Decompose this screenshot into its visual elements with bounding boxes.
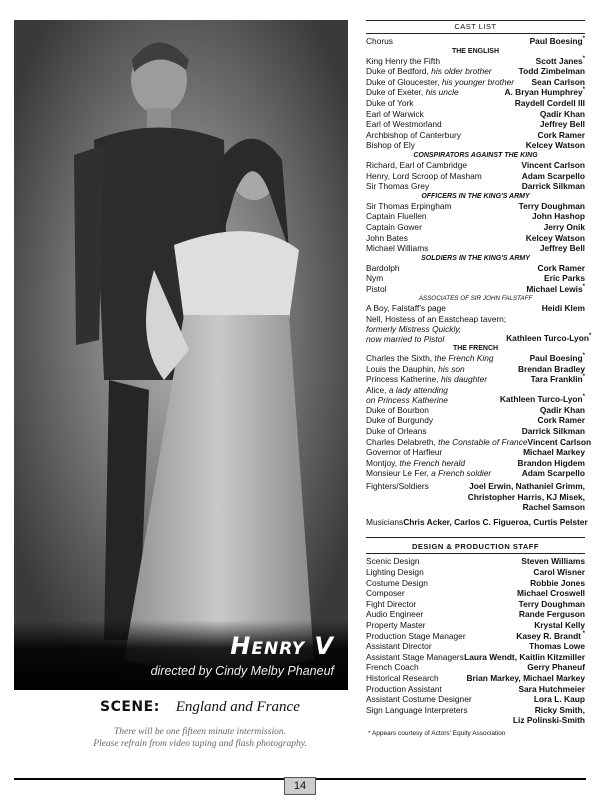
page-number: 14 [284, 777, 316, 795]
header-rule [366, 33, 585, 34]
cast-row [366, 77, 585, 88]
role-name: Duke of Burgundy [366, 415, 434, 426]
equity-mark: * [582, 87, 585, 94]
actor-name: A. Bryan Humphrey* [504, 87, 585, 98]
cast-row [366, 119, 585, 130]
actor-name: Brandon Higdem [517, 457, 585, 468]
role-name: Charles the Sixth, the French King [366, 353, 494, 364]
role-name: A Boy, Falstaff's page [366, 303, 446, 314]
actor-name: Kelcey Watson [525, 140, 585, 151]
equity-mark: * [582, 55, 585, 62]
actor-name: Cork Ramer [537, 262, 585, 273]
staff-name: Thomas Lowe [529, 641, 585, 652]
actor-name: Tara Franklin* [530, 374, 585, 385]
cast-row [366, 415, 585, 426]
actor-name: Qadir Khan [539, 404, 585, 415]
cast-row [366, 130, 585, 141]
staff-name: Steven Williams [521, 556, 585, 567]
role-name: Governor of Harfleur [366, 447, 443, 458]
staff-role: Lighting Design [366, 566, 424, 577]
actor-name: Heidi Klem [541, 303, 585, 314]
actor-name: Cork Ramer [537, 129, 585, 140]
section-heading: THE FRENCH [452, 345, 499, 353]
director-credit: directed by Cindy Melby Phaneuf [150, 664, 334, 678]
section-heading: SOLDIERS IN THE KING'S ARMY [421, 254, 530, 262]
staff-name: Laura Wendt, Kaitlin Kitzmiller [464, 651, 585, 662]
cast-row [366, 405, 585, 416]
role-name: Earl of Westmorland [366, 119, 442, 130]
role-name: Alice, a lady attending on Princess Katherine [366, 384, 448, 405]
cast-row [366, 364, 585, 375]
role-name: Captain Fluellen [366, 211, 427, 222]
cast-row [366, 36, 585, 47]
cast-row [366, 233, 585, 244]
staff-role: Composer [366, 588, 405, 599]
staff-role: Costume Design [366, 577, 428, 588]
role-name: Earl of Warwick [366, 108, 424, 119]
cast-row [366, 273, 585, 284]
cast-row [366, 87, 585, 98]
scene-value: England and France [175, 699, 300, 715]
scene-label: SCENE: [100, 699, 160, 715]
actor-name: Raydell Cordell III [514, 97, 585, 108]
role-name: Pistol [366, 283, 387, 294]
role-name: Sir Thomas Erpingham [366, 200, 452, 211]
actor-name: Darrick Silkman [521, 181, 585, 192]
staff-row [366, 599, 585, 610]
staff-name: Sara Hutchmeier [518, 683, 585, 694]
staff-role: Assistant Costume Designer [366, 694, 472, 705]
staff-row [366, 556, 585, 567]
cast-row [366, 447, 585, 458]
cast-row [366, 374, 585, 385]
photo-illustration [14, 20, 348, 690]
role-name: Nym [366, 273, 384, 284]
actor-name: Paul Boesing* [529, 36, 585, 46]
actor-name: Michael Lewis* [526, 283, 585, 294]
musicians-actors: Chris Acker, Carlos C. Figueroa, Curtis Pelster [403, 516, 588, 527]
scene-line [100, 698, 300, 716]
actor-name: Scott Janes* [535, 55, 585, 66]
cast-row [366, 160, 585, 171]
role-name: Duke of Gloucester, his younger brother [366, 76, 515, 87]
fighters-line: Christopher Harris, KJ Misek, [467, 491, 585, 502]
actor-name: Brendan Bradley [517, 363, 585, 374]
role-name: Richard, Earl of Cambridge [366, 159, 468, 170]
role-name: Duke of Bourbon [366, 404, 429, 415]
cast-panel [366, 20, 592, 737]
role-name: Monsieur Le Fer, a French soldier [366, 468, 492, 479]
fighters-actors [468, 481, 585, 513]
staff-row [366, 588, 585, 599]
staff-name: Lora L. Kaup [533, 694, 585, 705]
actor-name: Darrick Silkman [521, 426, 585, 437]
cast-row [366, 243, 585, 254]
cast-row [366, 222, 585, 233]
equity-mark: * [580, 630, 585, 637]
staff-row [366, 578, 585, 589]
role-name: Duke of Orleans [366, 426, 427, 437]
role-name: Duke of Bedford, his older brother [366, 66, 492, 77]
staff-name: Carol Wisner [533, 566, 585, 577]
staff-role: Scenic Design [366, 556, 420, 567]
actor-name: Eric Parks [544, 273, 585, 284]
staff-row [366, 652, 585, 663]
fighters-line: Joel Erwin, Nathaniel Grimm, [469, 481, 585, 491]
equity-mark: * [582, 374, 585, 381]
staff-role: Production Assistant [366, 683, 442, 694]
role-name: Bishop of Ely [366, 140, 415, 151]
staff-name: Brian Markey, Michael Markey [466, 672, 585, 683]
equity-mark: * [588, 333, 592, 340]
actor-name: Paul Boesing* [529, 353, 585, 364]
staff-row [366, 620, 585, 631]
cast-row [366, 385, 585, 405]
role-name: Michael Williams [366, 243, 429, 254]
equity-mark: * [582, 36, 585, 43]
actor-name: Todd Zimbelman [518, 66, 585, 77]
show-title: Henry V [230, 632, 334, 660]
cast-row [366, 284, 585, 295]
cast-row [366, 314, 592, 345]
actor-name: Vincent Carlson [521, 159, 585, 170]
actor-name: Qadir Khan [539, 108, 585, 119]
actor-name: Adam Scarpello [521, 468, 585, 479]
staff-top-rule [366, 537, 585, 538]
role-name: Sir Thomas Grey [366, 181, 430, 192]
cast-row [366, 98, 585, 109]
cast-row [366, 303, 585, 314]
cast-row [366, 56, 585, 67]
equity-mark: * [582, 394, 585, 401]
role-name: Charles Delabreth, the Constable of France [366, 436, 528, 447]
cast-row [366, 263, 585, 274]
role-name: Louis the Dauphin, his son [366, 363, 465, 374]
cast-row [366, 353, 585, 364]
role-name: John Bates [366, 232, 408, 243]
section-heading: THE ENGLISH [451, 47, 500, 55]
staff-rows [366, 556, 585, 726]
cast-row [366, 468, 585, 479]
staff-role: Property Master [366, 619, 426, 630]
actor-name: Michael Markey [523, 447, 585, 458]
role-name: Henry, Lord Scroop of Masham [366, 170, 482, 181]
actor-name: Jerry Onik [543, 221, 585, 232]
section-heading: OFFICERS IN THE KING'S ARMY [421, 192, 530, 200]
fighters-line: Rachel Samson [522, 502, 585, 513]
staff-name: Robbie Jones [530, 577, 585, 588]
staff-role: Sign Language Interpreters [366, 704, 468, 715]
musicians-row [366, 516, 588, 528]
intermission-note: There will be one fifteen minute intermission. [114, 727, 286, 737]
role-name: King Henry the Fifth [366, 55, 441, 66]
role-name: Duke of York [366, 97, 414, 108]
staff-row [366, 662, 585, 673]
staff-name: Rande Ferguson [518, 609, 585, 620]
musicians-role: Musicians [366, 516, 404, 527]
staff-role: French Coach [366, 662, 419, 673]
cast-row [366, 458, 585, 469]
staff-row [366, 684, 585, 695]
fighters-role: Fighters/Soldiers [366, 481, 429, 491]
staff-role: Assistant Stage Managers [366, 651, 464, 662]
staff-row [366, 705, 585, 726]
equity-footnote: * Appears courtesy of Actors' Equity Association [368, 729, 506, 737]
staff-role: Fight Director [366, 598, 417, 609]
cast-row [366, 140, 585, 151]
staff-name: Michael Croswell [517, 588, 585, 599]
actor-name: John Hashop [531, 211, 585, 222]
audience-notes [60, 726, 340, 750]
staff-row [366, 641, 585, 652]
staff-name: Gerry Phaneuf [527, 662, 585, 673]
actor-name: Sean Carlson [531, 76, 585, 87]
actor-name: Jeffrey Bell [539, 243, 585, 254]
staff-role: Historical Research [366, 672, 439, 683]
cast-list-header: CAST LIST [454, 22, 497, 31]
actor-name: Kelcey Watson [525, 232, 585, 243]
cast-row [366, 211, 585, 222]
cast-row [366, 109, 585, 120]
role-name: Archbishop of Canterbury [366, 129, 461, 140]
cast-row [366, 66, 585, 77]
staff-header-rule [366, 553, 585, 554]
staff-name: Krystal Kelly [534, 619, 585, 630]
role-name: Duke of Exeter, his uncle [366, 87, 459, 98]
staff-row [366, 609, 585, 620]
actor-name: Kathleen Turco-Lyon* [506, 333, 592, 344]
role-name: Montjoy, the French herald [366, 457, 466, 468]
cast-row [366, 436, 592, 448]
section-heading: ASSOCIATES OF SIR JOHN FALSTAFF [418, 295, 533, 303]
actor-name: Vincent Carlson [527, 436, 592, 447]
equity-mark: * [582, 353, 585, 360]
staff-name: Kasey R. Brandt * [516, 630, 585, 641]
staff-name: Ricky Smith, Liz Polinski-Smith [512, 704, 585, 726]
role-name: Nell, Hostess of an Eastcheap tavern; formerly Mistress Quickly, now married to Pistol [366, 314, 507, 345]
actor-name: Jeffrey Bell [539, 119, 585, 130]
section-heading: CONSPIRATORS AGAINST THE KING [413, 151, 538, 159]
staff-row [366, 631, 585, 642]
role-name: Captain Gower [366, 221, 422, 232]
cast-row [366, 201, 585, 212]
role-name: Princess Katherine, his daughter [366, 374, 488, 385]
equity-mark: * [582, 284, 585, 291]
actor-name: Terry Doughman [518, 200, 585, 211]
poster-title-band [14, 620, 348, 690]
cast-rows [366, 36, 592, 479]
fighters-row [366, 481, 585, 513]
actor-name: Adam Scarpello [521, 170, 585, 181]
staff-row [366, 673, 585, 684]
production-photo [14, 20, 348, 690]
staff-name: Terry Doughman [518, 598, 585, 609]
staff-row [366, 567, 585, 578]
actor-name: Kathleen Turco-Lyon* [499, 394, 585, 405]
role-name: Chorus [366, 36, 393, 46]
staff-header: DESIGN & PRODUCTION STAFF [412, 542, 539, 552]
staff-role: Production Stage Manager [366, 630, 466, 641]
staff-role: Audio Engineer [366, 609, 424, 620]
cast-row [366, 181, 585, 192]
staff-row [366, 694, 585, 705]
cast-row [366, 426, 585, 437]
cast-row [366, 171, 585, 182]
actor-name: Cork Ramer [537, 415, 585, 426]
photography-note: Please refrain from video taping and flash photography. [93, 739, 307, 749]
role-name: Bardolph [366, 262, 400, 273]
staff-role: Assistant Director [366, 641, 432, 652]
